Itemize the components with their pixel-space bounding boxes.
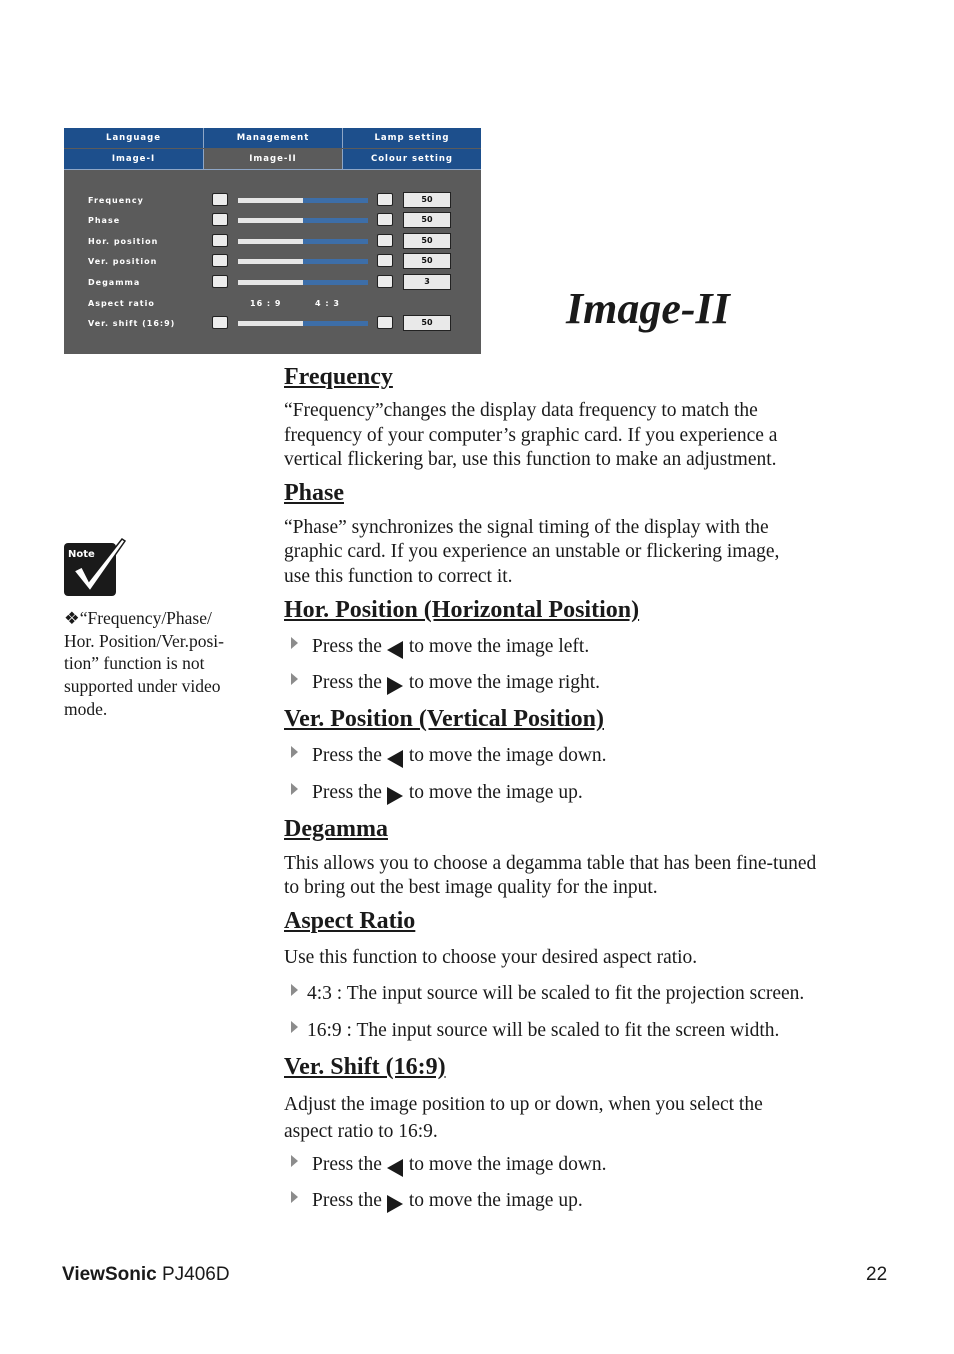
- note-line: supported under video: [64, 676, 221, 697]
- degamma-text-line-2: to bring out the best image quality for the input.: [284, 877, 658, 898]
- osd-tab-divider: [64, 169, 481, 170]
- osd-value: 50: [403, 233, 451, 249]
- ver-shift-text-line-2: aspect ratio to 16:9.: [284, 1121, 438, 1142]
- heading-frequency: Frequency: [284, 364, 393, 390]
- note-check-icon: [64, 537, 126, 599]
- osd-row-hor-position: [64, 232, 481, 252]
- osd-tab-management: Management: [204, 128, 343, 148]
- osd-slider: [238, 198, 368, 203]
- osd-label: Degamma: [88, 278, 141, 287]
- osd-slider-fill: [303, 198, 368, 203]
- left-arrow-icon: [387, 1159, 403, 1177]
- phase-text-line-3: use this function to correct it.: [284, 566, 513, 587]
- heading-ver-position: Ver. Position (Vertical Position): [284, 706, 604, 732]
- bullet-text-post: to move the image down.: [408, 745, 607, 766]
- right-arrow-icon: [387, 1195, 403, 1213]
- frequency-text-line-1: “Frequency”changes the display data frequency to match the: [284, 400, 758, 421]
- bullet-icon: [291, 637, 298, 649]
- page-number: 22: [866, 1264, 888, 1285]
- osd-row-aspect-ratio: [64, 294, 481, 314]
- osd-slider-fill: [303, 321, 368, 326]
- heading-degamma: Degamma: [284, 816, 388, 842]
- osd-row-degamma: [64, 273, 481, 293]
- note-badge-label: Note: [68, 549, 95, 560]
- ver-shift-bullet-up: [291, 1188, 583, 1214]
- bullet-text: 16:9 : The input source will be scaled to fit the screen width.: [307, 1020, 780, 1041]
- osd-slider: [238, 280, 368, 285]
- osd-label: Hor. position: [88, 237, 159, 246]
- bullet-text-pre: Press the: [312, 1154, 382, 1175]
- osd-row-ver-shift: [64, 314, 481, 334]
- heading-hor-position: Hor. Position (Horizontal Position): [284, 597, 640, 623]
- left-arrow-icon: [387, 750, 403, 768]
- frequency-right-icon: [377, 193, 393, 206]
- osd-slider: [238, 218, 368, 223]
- ver-shift-down-icon: [212, 316, 228, 329]
- note-line: Hor. Position/Ver.posi-: [64, 630, 224, 651]
- right-arrow-icon: [387, 787, 403, 805]
- bullet-icon: [291, 746, 298, 758]
- bullet-icon: [291, 673, 298, 685]
- note-line: mode.: [64, 698, 108, 719]
- osd-label: Phase: [88, 216, 121, 225]
- page-title: Image-II: [566, 284, 730, 333]
- left-arrow-icon: [387, 641, 403, 659]
- osd-value: 50: [403, 315, 451, 331]
- bullet-icon: [291, 1155, 298, 1167]
- note-line: tion” function is not: [64, 653, 205, 674]
- osd-row-phase: [64, 211, 481, 231]
- osd-slider-fill: [303, 280, 368, 285]
- frequency-text-line-2: frequency of your computer’s graphic card. If you experience a: [284, 425, 778, 446]
- osd-slider-fill: [303, 259, 368, 264]
- bullet-text-pre: Press the: [312, 745, 382, 766]
- bullet-text-pre: Press the: [312, 636, 382, 657]
- osd-label: Frequency: [88, 196, 144, 205]
- note-check-graphic: [64, 537, 126, 599]
- bullet-text-post: to move the image down.: [408, 1154, 607, 1175]
- osd-label: Ver. shift (16:9): [88, 319, 176, 328]
- bullet-icon: [291, 1191, 298, 1203]
- osd-aspect-option-4-3: 4 : 3: [315, 299, 340, 308]
- bullet-text: 4:3 : The input source will be scaled to fit the projection screen.: [307, 983, 805, 1004]
- osd-slider-fill: [303, 239, 368, 244]
- osd-tab-image-i: Image-I: [64, 149, 204, 169]
- osd-row-ver-position: [64, 252, 481, 272]
- ver-shift-bullet-down: [291, 1152, 607, 1178]
- osd-label: Aspect ratio: [88, 299, 155, 308]
- osd-value: 3: [403, 274, 451, 290]
- bullet-text-pre: Press the: [312, 1190, 382, 1211]
- degamma-right-icon: [377, 275, 393, 288]
- ver-position-right-icon: [377, 254, 393, 267]
- frequency-left-icon: [212, 193, 228, 206]
- frequency-text-line-3: vertical flickering bar, use this function to make an adjustment.: [284, 449, 777, 470]
- osd-tab-image-ii: Image-II: [204, 149, 343, 169]
- ver-position-bullet-up: [291, 780, 583, 806]
- brand-name: ViewSonic: [62, 1264, 157, 1285]
- phase-text-line-1: “Phase” synchronizes the signal timing of the display with the: [284, 517, 769, 538]
- hor-position-right-icon: [377, 234, 393, 247]
- ver-shift-text-line-1: Adjust the image position to up or down, when you select the: [284, 1094, 763, 1115]
- osd-slider: [238, 259, 368, 264]
- note-text: [64, 607, 264, 721]
- hor-position-bullet-left: [291, 634, 589, 660]
- aspect-ratio-bullet-16-9: [291, 1018, 779, 1044]
- osd-slider: [238, 239, 368, 244]
- bullet-text-pre: Press the: [312, 672, 382, 693]
- bullet-text-post: to move the image up.: [408, 782, 583, 803]
- heading-aspect-ratio: Aspect Ratio: [284, 908, 416, 934]
- osd-value: 50: [403, 192, 451, 208]
- ver-shift-up-icon: [377, 316, 393, 329]
- osd-tab-language: Language: [64, 128, 204, 148]
- osd-slider: [238, 321, 368, 326]
- model-name: PJ406D: [161, 1264, 230, 1285]
- right-arrow-icon: [387, 677, 403, 695]
- hor-position-bullet-right: [291, 670, 600, 696]
- osd-slider-fill: [303, 218, 368, 223]
- osd-value: 50: [403, 212, 451, 228]
- bullet-text-pre: Press the: [312, 782, 382, 803]
- osd-menu-screenshot: [64, 128, 481, 354]
- bullet-icon: [291, 984, 298, 996]
- heading-phase: Phase: [284, 480, 344, 506]
- osd-row-frequency: [64, 191, 481, 211]
- bullet-text-post: to move the image right.: [408, 672, 601, 693]
- hor-position-left-icon: [212, 234, 228, 247]
- heading-ver-shift: Ver. Shift (16:9): [284, 1054, 446, 1080]
- osd-aspect-option-16-9: 16 : 9: [250, 299, 282, 308]
- osd-tab-colour-setting: Colour setting: [343, 149, 481, 169]
- note-line: ❖“Frequency/Phase/: [64, 608, 212, 628]
- footer-brand: [62, 1264, 230, 1286]
- bullet-icon: [291, 783, 298, 795]
- phase-left-icon: [212, 213, 228, 226]
- phase-text-line-2: graphic card. If you experience an unstable or flickering image,: [284, 541, 780, 562]
- aspect-ratio-text: Use this function to choose your desired aspect ratio.: [284, 947, 698, 968]
- osd-tab-lamp-setting: Lamp setting: [343, 128, 481, 148]
- bullet-icon: [291, 1021, 298, 1033]
- degamma-text-line-1: This allows you to choose a degamma table that has been fine-tuned: [284, 853, 817, 874]
- bullet-text-post: to move the image up.: [408, 1190, 583, 1211]
- aspect-ratio-bullet-4-3: [291, 981, 804, 1007]
- osd-value: 50: [403, 253, 451, 269]
- degamma-left-icon: [212, 275, 228, 288]
- phase-right-icon: [377, 213, 393, 226]
- osd-label: Ver. position: [88, 257, 158, 266]
- ver-position-bullet-down: [291, 743, 607, 769]
- bullet-text-post: to move the image left.: [408, 636, 590, 657]
- ver-position-left-icon: [212, 254, 228, 267]
